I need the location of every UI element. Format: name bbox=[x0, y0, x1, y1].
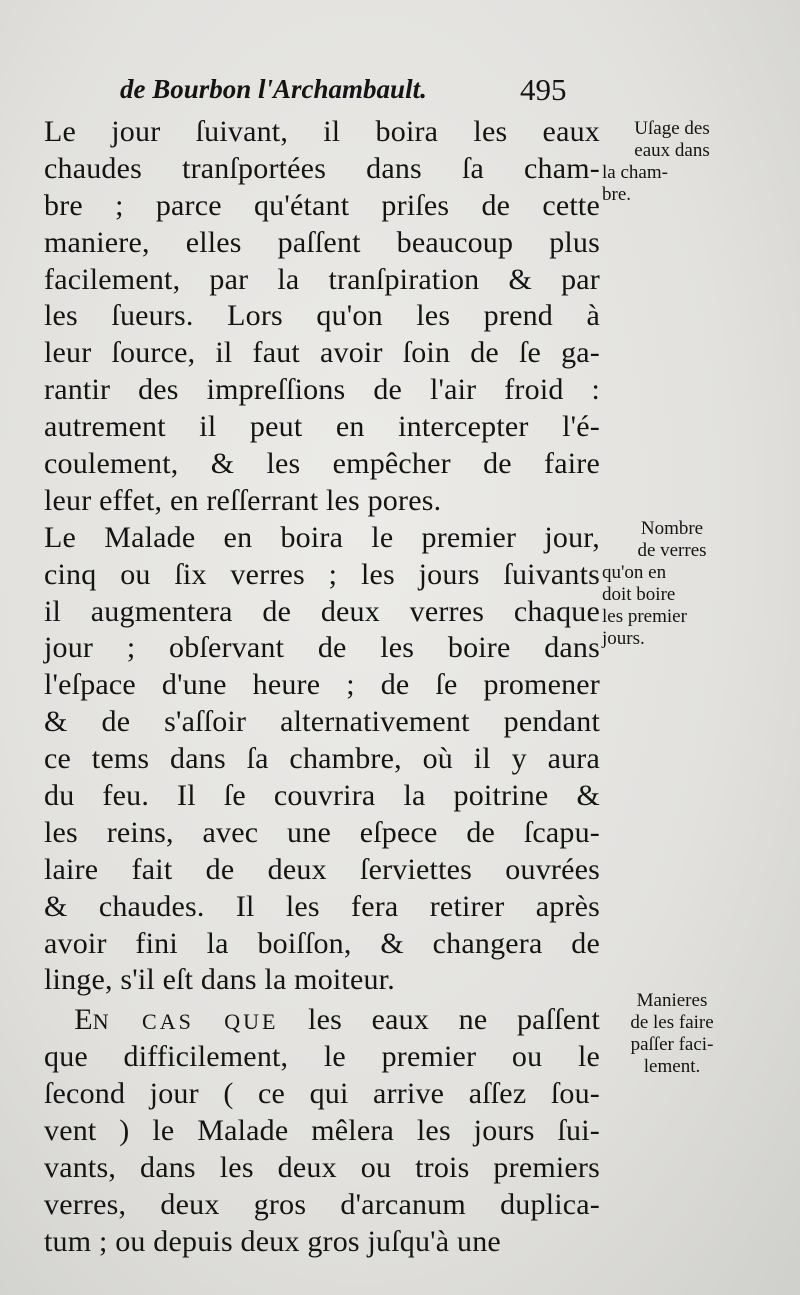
note-line: lement. bbox=[643, 1056, 701, 1077]
text-line: coulement, & les empêcher de faire bbox=[44, 447, 600, 481]
text-line: rantir des impreſſions de l'air froid : bbox=[44, 373, 600, 407]
text-line: leur effet, en reſſerrant les pores. bbox=[44, 483, 442, 517]
paragraph-1 bbox=[44, 114, 600, 520]
text-line: tum ; ou depuis deux gros juſqu'à une bbox=[44, 1224, 501, 1258]
text-line: vent ) le Malade mêlera les jours ſui- bbox=[44, 1114, 600, 1148]
text-line: que difficilement, le premier ou le bbox=[44, 1040, 600, 1074]
text-line: maniere, elles paſſent beaucoup plus bbox=[44, 225, 600, 259]
note-line: qu'on en bbox=[602, 562, 667, 583]
note-line: la cham- bbox=[602, 162, 668, 183]
text-line: l'eſpace d'une heure ; de ſe promener bbox=[44, 668, 600, 702]
text-line: linge, s'il eſt dans la moiteur. bbox=[44, 963, 395, 997]
text-line: & de s'aſſoir alternativement pendant bbox=[44, 705, 600, 739]
margin-note-methods bbox=[602, 990, 742, 1078]
text-line: les ſueurs. Lors qu'on les prend à bbox=[44, 299, 600, 333]
margin-note-glasses bbox=[602, 518, 742, 650]
text-line: bre ; parce qu'étant priſes de cette bbox=[44, 188, 600, 222]
text-line: avoir fini la boiſſon, & changera de bbox=[44, 926, 600, 960]
note-line: paſſer faci- bbox=[630, 1034, 714, 1055]
note-line: de les faire bbox=[630, 1012, 714, 1033]
note-line: jours. bbox=[602, 628, 645, 649]
text-line: verres, deux gros d'arcanum duplica- bbox=[44, 1187, 600, 1221]
text-line: facilement, par la tranſpiration & par bbox=[44, 262, 600, 296]
main-text bbox=[44, 114, 600, 1261]
text-line: Le jour ſuivant, il boira les eaux bbox=[44, 115, 600, 148]
margin-note-usage bbox=[602, 118, 742, 206]
note-line: Nombre bbox=[640, 518, 704, 539]
text-line: ce tems dans ſa chambre, où il y aura bbox=[44, 742, 600, 776]
text-line: du feu. Il ſe couvrira la poitrine & bbox=[44, 779, 600, 813]
text-line-lead bbox=[44, 1002, 600, 1039]
note-line: de verres bbox=[637, 540, 707, 561]
paragraph-3 bbox=[44, 1002, 600, 1260]
text-line: vants, dans les deux ou trois premiers bbox=[44, 1150, 600, 1184]
paragraph-2 bbox=[44, 520, 600, 1000]
lead-letter: E bbox=[74, 1003, 93, 1037]
text-line: laire fait de deux ſerviettes ouvrées bbox=[44, 852, 600, 886]
note-line: les premier bbox=[602, 606, 687, 627]
text-line: autrement il peut en intercepter l'é- bbox=[44, 410, 600, 444]
text-line: ſecond jour ( ce qui arrive aſſez ſou- bbox=[44, 1077, 600, 1111]
text-line: chaudes tranſportées dans ſa cham- bbox=[44, 151, 600, 185]
note-line: bre. bbox=[602, 184, 632, 205]
text-line: leur ſource, il faut avoir ſoin de ſe ga- bbox=[44, 336, 600, 370]
text-line: cinq ou ſix verres ; les jours ſuivants bbox=[44, 557, 600, 591]
text-line: Le Malade en boira le premier jour, bbox=[44, 520, 600, 554]
lead-smallcaps: N CAS QUE bbox=[92, 1009, 279, 1035]
note-line: Manieres bbox=[636, 990, 708, 1011]
running-head: de Bourbon l'Archambault. bbox=[120, 74, 427, 104]
lead-rest: les eaux ne paſſent bbox=[278, 1003, 600, 1037]
note-line: doit boire bbox=[602, 584, 676, 605]
text-line: & chaudes. Il les fera retirer après bbox=[44, 889, 600, 923]
text-line: il augmentera de deux verres chaque bbox=[44, 594, 600, 628]
note-line: Uſage des bbox=[634, 118, 710, 139]
note-line: eaux dans bbox=[634, 140, 710, 161]
text-line: jour ; obſervant de les boire dans bbox=[44, 631, 600, 665]
text-line: les reins, avec une eſpece de ſcapu- bbox=[44, 815, 600, 849]
page-number: 495 bbox=[520, 72, 567, 107]
